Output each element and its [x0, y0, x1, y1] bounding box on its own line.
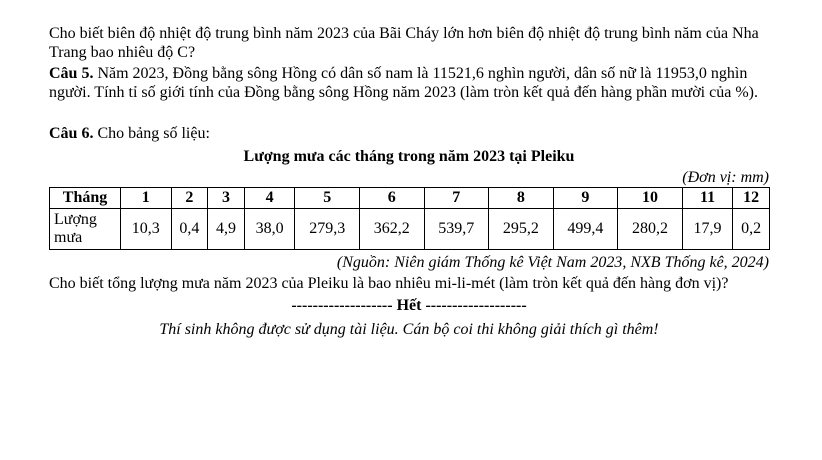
value-cell: 0,4	[171, 209, 208, 250]
value-cell: 539,7	[424, 209, 489, 250]
month-cell: 2	[171, 188, 208, 209]
row-label-cell: Lượng mưa	[50, 209, 121, 250]
question-5	[49, 64, 779, 102]
month-cell: 7	[424, 188, 489, 209]
value-cell: 279,3	[295, 209, 360, 250]
question-6-text: Cho bảng số liệu:	[93, 125, 210, 142]
end-marker: ------------------- Hết -------------------	[291, 297, 527, 314]
month-cell: 6	[359, 188, 424, 209]
question-5-label: Câu 5.	[49, 65, 94, 82]
month-cell: 3	[208, 188, 245, 209]
month-cell: 9	[553, 188, 618, 209]
value-cell: 17,9	[682, 209, 733, 250]
value-cell: 499,4	[553, 209, 618, 250]
value-cell: 10,3	[121, 209, 172, 250]
header-row	[50, 188, 770, 209]
month-cell: 8	[489, 188, 554, 209]
question-5-text: Năm 2023, Đồng bằng sông Hồng có dân số nam là 11521,6 nghìn người, dân số nữ là 11953,0 nghìn người. Tính tỉ số giới tính của Đồng bằng sông Hồng năm 2023 (làm tròn kết quả đến hàng phần mười của %).	[49, 65, 758, 101]
table-unit: (Đơn vị: mm)	[682, 169, 769, 186]
month-cell: 11	[682, 188, 733, 209]
question-6-prompt: Cho biết tổng lượng mưa năm 2023 của Pleiku là bao nhiêu mi-li-mét (làm tròn kết quả đến hàng đơn vị)?	[49, 275, 729, 292]
value-cell: 280,2	[618, 209, 683, 250]
header-label-cell: Tháng	[50, 188, 121, 209]
month-cell: 12	[733, 188, 770, 209]
intro-paragraph: Cho biết biên độ nhiệt độ trung bình năm 2023 của Bãi Cháy lớn hơn biên độ nhiệt độ trung bình năm của Nha Trang bao nhiêu độ C?	[49, 25, 759, 61]
month-cell: 10	[618, 188, 683, 209]
value-cell: 295,2	[489, 209, 554, 250]
value-cell: 362,2	[359, 209, 424, 250]
rainfall-table	[49, 187, 770, 250]
question-6	[49, 124, 779, 143]
table-source: (Nguồn: Niên giám Thống kê Việt Nam 2023, NXB Thống kê, 2024)	[336, 254, 769, 271]
table-caption: Lượng mưa các tháng trong năm 2023 tại Pleiku	[243, 148, 575, 165]
month-cell: 4	[244, 188, 295, 209]
value-cell: 38,0	[244, 209, 295, 250]
month-cell: 5	[295, 188, 360, 209]
month-cell: 1	[121, 188, 172, 209]
value-cell: 4,9	[208, 209, 245, 250]
exam-note: Thí sinh không được sử dụng tài liệu. Cán bộ coi thi không giải thích gì thêm!	[159, 321, 659, 338]
value-cell: 0,2	[733, 209, 770, 250]
values-row	[50, 209, 770, 250]
question-6-label: Câu 6.	[49, 125, 94, 142]
